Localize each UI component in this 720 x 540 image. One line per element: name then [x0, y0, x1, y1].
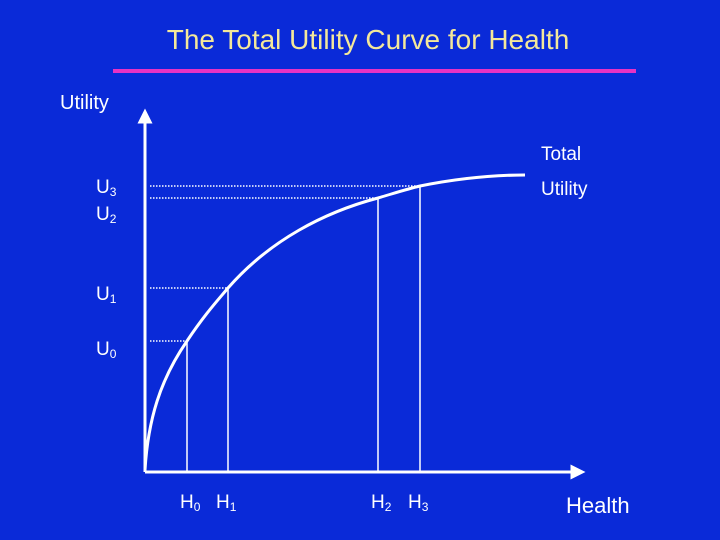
u3-label: $U_3$	[96, 177, 117, 199]
y-axis-label: Utility	[60, 92, 109, 114]
h1-label: $H_1$	[216, 492, 237, 514]
u2-label: $U_2$	[96, 204, 117, 226]
u0-label: $U_0$	[96, 339, 117, 361]
x-axis-label: Health	[566, 493, 630, 518]
u1-label: $U_1$	[96, 284, 117, 306]
curve-label-utility: Utility	[541, 179, 588, 200]
total-utility-curve	[145, 175, 525, 470]
h2-label: $H_2$	[371, 492, 392, 514]
curve-label-total: Total	[541, 144, 582, 165]
h3-label: $H_3$	[408, 492, 429, 514]
page-title: The Total Utility Curve for Health	[166, 24, 570, 55]
h0-label: $H_0$	[180, 492, 201, 514]
